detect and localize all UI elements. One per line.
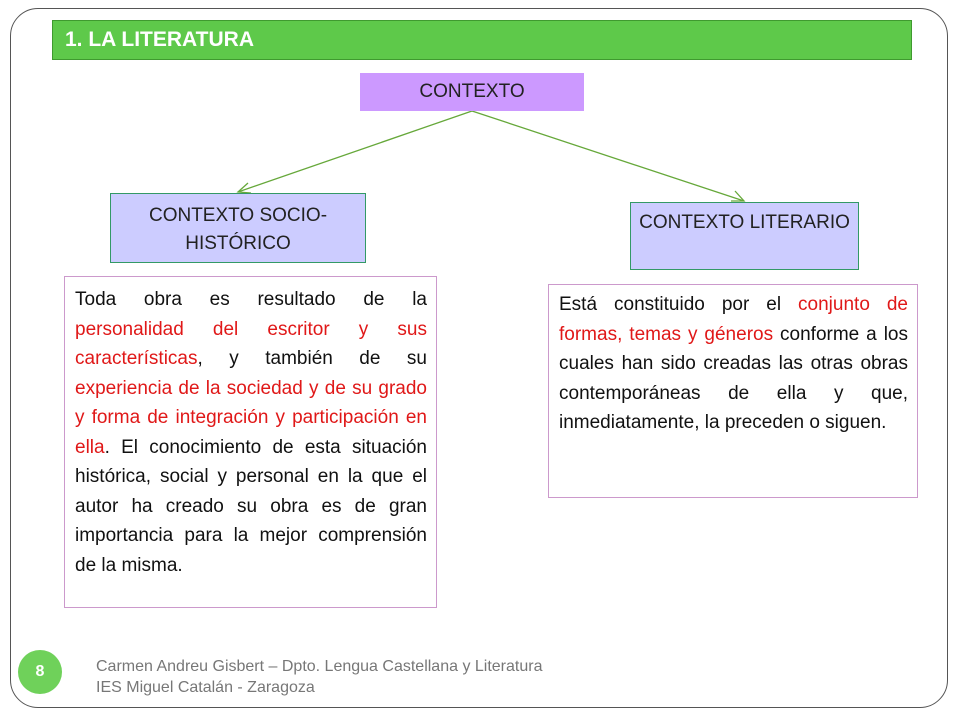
footer-author: Carmen Andreu Gisbert – Dpto. Lengua Castellana y Literatura	[96, 658, 543, 675]
footer-school: IES Miguel Catalán - Zaragoza	[96, 679, 315, 696]
text-segment: , y también de su	[197, 348, 427, 369]
arrow-to-socio	[238, 111, 472, 192]
text-segment: Toda obra es resultado de la	[75, 289, 427, 310]
text-segment: . El conocimiento de esta situación histórica, social y personal en la que el autor ha creado su obra es de gran importancia para la mejor comprensión de la misma.	[75, 436, 427, 576]
slide-title: 1. LA LITERATURA	[52, 20, 912, 60]
highlight-segment: personalidad del escritor y sus características	[75, 318, 427, 369]
page-number-badge: 8	[18, 650, 62, 694]
text-segment: Está constituido por el	[559, 294, 799, 315]
contexto-node: CONTEXTO	[360, 73, 584, 111]
text-segment: conforme a los cuales han sido creadas las otras obras contemporáneas de ella y que, inmediatamente, la preceden o siguen.	[559, 323, 908, 433]
highlight-segment: experiencia de la sociedad y de su grado y forma de integración y participación en ella	[75, 377, 427, 458]
literario-description	[548, 284, 918, 498]
contexto-literario-node: CONTEXTO LITERARIO	[630, 202, 859, 270]
contexto-socio-historico-node: CONTEXTO SOCIO-HISTÓRICO	[110, 193, 366, 263]
footer-credits	[96, 656, 542, 698]
highlight-segment: conjunto de formas, temas y géneros	[559, 294, 909, 345]
socio-historico-description	[64, 276, 437, 608]
arrow-to-literario	[472, 111, 744, 201]
